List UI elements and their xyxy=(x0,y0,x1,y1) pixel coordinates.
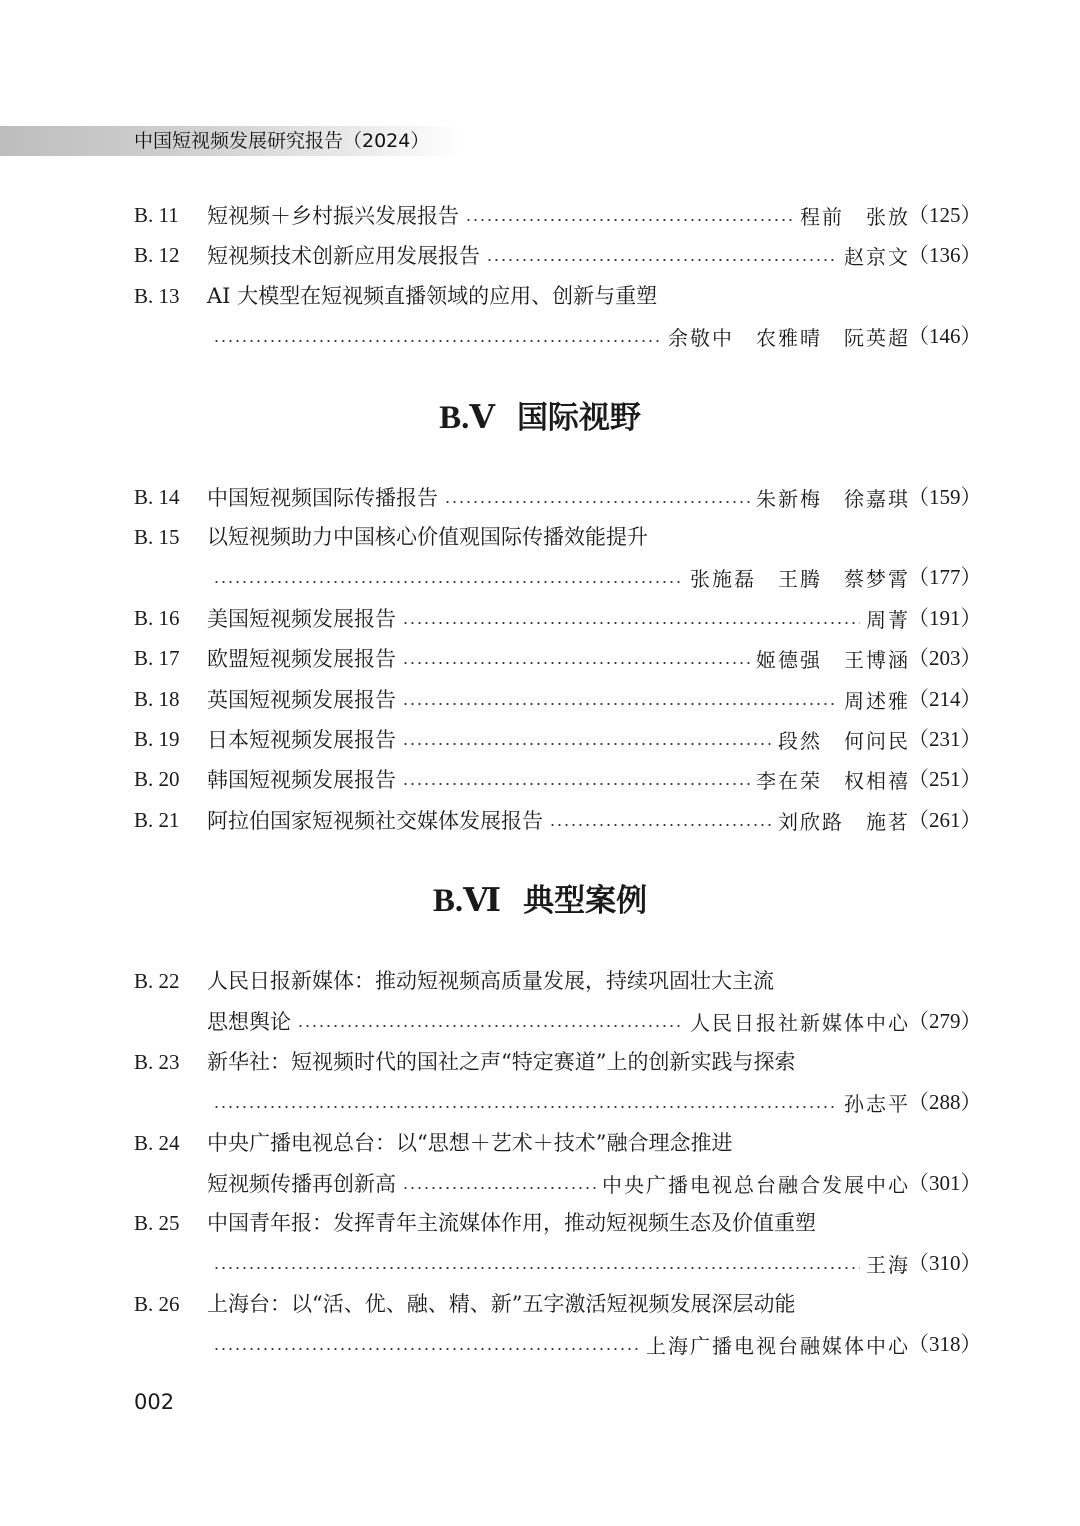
entry-title: AI 大模型在短视频直播领域的应用、创新与重塑 xyxy=(207,284,658,308)
entry-page: （203） xyxy=(908,646,982,670)
toc-entry[interactable] xyxy=(0,235,1080,275)
toc-entry[interactable] xyxy=(0,961,1080,1041)
entry-title-cont: 思想舆论 xyxy=(207,1010,291,1034)
entry-title: 新华社：短视频时代的国社之声“特定赛道”上的创新实践与探索 xyxy=(207,1050,796,1074)
entry-page: （191） xyxy=(908,606,982,630)
leader-dots xyxy=(465,219,794,221)
entry-authors: 上海广播电视台融媒体中心 xyxy=(646,1333,910,1358)
entry-number: B. 14 xyxy=(134,485,180,509)
entry-page: （288） xyxy=(908,1090,982,1114)
entry-authors: 中央广播电视总台融合发展中心 xyxy=(602,1172,910,1197)
entry-authors: 人民日报社新媒体中心 xyxy=(690,1010,910,1035)
toc-entry[interactable] xyxy=(0,1284,1080,1364)
entry-page: （310） xyxy=(908,1251,982,1275)
entry-number: B. 17 xyxy=(134,646,180,670)
entry-page: （251） xyxy=(908,767,982,791)
entry-page: （214） xyxy=(908,687,982,711)
entry-title: 以短视频助力中国核心价值观国际传播效能提升 xyxy=(207,525,648,549)
toc-entry[interactable] xyxy=(0,719,1080,759)
toc-entry[interactable] xyxy=(0,517,1080,597)
entry-number: B. 15 xyxy=(134,525,180,549)
leader-dots xyxy=(402,662,750,664)
leader-dots xyxy=(486,259,838,261)
entry-authors: 王海 xyxy=(866,1252,910,1277)
toc-entry[interactable] xyxy=(0,195,1080,235)
toc-entry[interactable] xyxy=(0,276,1080,356)
entry-number: B. 26 xyxy=(134,1292,180,1316)
running-header-title: 中国短视频发展研究报告（2024） xyxy=(134,130,430,152)
entry-number: B. 25 xyxy=(134,1211,180,1235)
toc-entry[interactable] xyxy=(0,1203,1080,1283)
entry-title: 日本短视频发展报告 xyxy=(207,728,396,752)
entry-page: （136） xyxy=(908,243,982,267)
section-number: B.Ⅵ xyxy=(432,883,502,919)
entry-number: B. 19 xyxy=(134,727,180,751)
entry-title: 短视频＋乡村振兴发展报告 xyxy=(207,204,459,228)
leader-dots xyxy=(402,783,750,785)
section-title: 典型案例 xyxy=(523,883,648,919)
toc-entry[interactable] xyxy=(0,1123,1080,1203)
leader-dots xyxy=(444,501,750,503)
entry-authors: 余敬中 农雅晴 阮英超 xyxy=(668,325,910,350)
toc-entry[interactable] xyxy=(0,759,1080,799)
leader-dots xyxy=(213,340,662,342)
entry-title: 人民日报新媒体：推动短视频高质量发展，持续巩固壮大主流 xyxy=(207,969,774,993)
leader-dots xyxy=(549,824,772,826)
entry-page: （159） xyxy=(908,485,982,509)
leader-dots xyxy=(213,1267,860,1269)
entry-authors: 段然 何问民 xyxy=(778,728,910,753)
entry-authors: 朱新梅 徐嘉琪 xyxy=(756,486,910,511)
entry-number: B. 22 xyxy=(134,969,180,993)
leader-dots xyxy=(213,1348,640,1350)
toc-entry[interactable] xyxy=(0,800,1080,840)
leader-dots xyxy=(402,1187,596,1189)
entry-title: 中国青年报：发挥青年主流媒体作用，推动短视频生态及价值重塑 xyxy=(207,1211,816,1235)
section-heading xyxy=(0,392,1080,437)
entry-authors: 周菁 xyxy=(866,607,910,632)
entry-page: （146） xyxy=(908,324,982,348)
entry-number: B. 21 xyxy=(134,808,180,832)
entry-title: 美国短视频发展报告 xyxy=(207,607,396,631)
entry-title: 中国短视频国际传播报告 xyxy=(207,486,438,510)
entry-title: 短视频技术创新应用发展报告 xyxy=(207,244,480,268)
entry-number: B. 23 xyxy=(134,1050,180,1074)
entry-authors: 赵京文 xyxy=(844,244,910,269)
entry-authors: 姬德强 王博涵 xyxy=(756,647,910,672)
entry-authors: 刘欣路 施茗 xyxy=(778,809,910,834)
leader-dots xyxy=(402,622,860,624)
entry-page: （301） xyxy=(908,1171,982,1195)
toc-entry[interactable] xyxy=(0,679,1080,719)
toc-entry[interactable] xyxy=(0,598,1080,638)
entry-page: （318） xyxy=(908,1332,982,1356)
entry-title: 欧盟短视频发展报告 xyxy=(207,647,396,671)
entry-page: （279） xyxy=(908,1009,982,1033)
leader-dots xyxy=(402,703,838,705)
toc-entry[interactable] xyxy=(0,638,1080,678)
entry-title-cont: 短视频传播再创新高 xyxy=(207,1172,396,1196)
entry-title: 中央广播电视总台：以“思想＋艺术＋技术”融合理念推进 xyxy=(207,1131,733,1155)
entry-number: B. 11 xyxy=(134,203,179,227)
entry-title: 韩国短视频发展报告 xyxy=(207,768,396,792)
entry-title: 上海台：以“活、优、融、精、新”五字激活短视频发展深层动能 xyxy=(207,1292,796,1316)
entry-number: B. 12 xyxy=(134,243,180,267)
leader-dots xyxy=(402,743,772,745)
entry-page: （261） xyxy=(908,808,982,832)
entry-page: （231） xyxy=(908,727,982,751)
entry-number: B. 16 xyxy=(134,606,180,630)
entry-authors: 李在荣 权相禧 xyxy=(756,768,910,793)
page-number: 002 xyxy=(134,1390,175,1414)
entry-authors: 程前 张放 xyxy=(800,204,910,229)
section-heading xyxy=(0,875,1080,920)
entry-page: （125） xyxy=(908,203,982,227)
entry-number: B. 24 xyxy=(134,1131,180,1155)
toc-entry[interactable] xyxy=(0,1042,1080,1122)
section-number: B.Ⅴ xyxy=(439,400,495,436)
entry-authors: 周述雅 xyxy=(844,688,910,713)
entry-page: （177） xyxy=(908,565,982,589)
leader-dots xyxy=(213,581,684,583)
section-title: 国际视野 xyxy=(516,400,641,436)
entry-authors: 张施磊 王腾 蔡梦霄 xyxy=(690,566,910,591)
toc-entry[interactable] xyxy=(0,477,1080,517)
entry-authors: 孙志平 xyxy=(844,1091,910,1116)
entry-title: 阿拉伯国家短视频社交媒体发展报告 xyxy=(207,809,543,833)
leader-dots xyxy=(297,1025,684,1027)
leader-dots xyxy=(213,1106,838,1108)
entry-number: B. 18 xyxy=(134,687,180,711)
entry-number: B. 13 xyxy=(134,284,180,308)
entry-title: 英国短视频发展报告 xyxy=(207,688,396,712)
entry-number: B. 20 xyxy=(134,767,180,791)
